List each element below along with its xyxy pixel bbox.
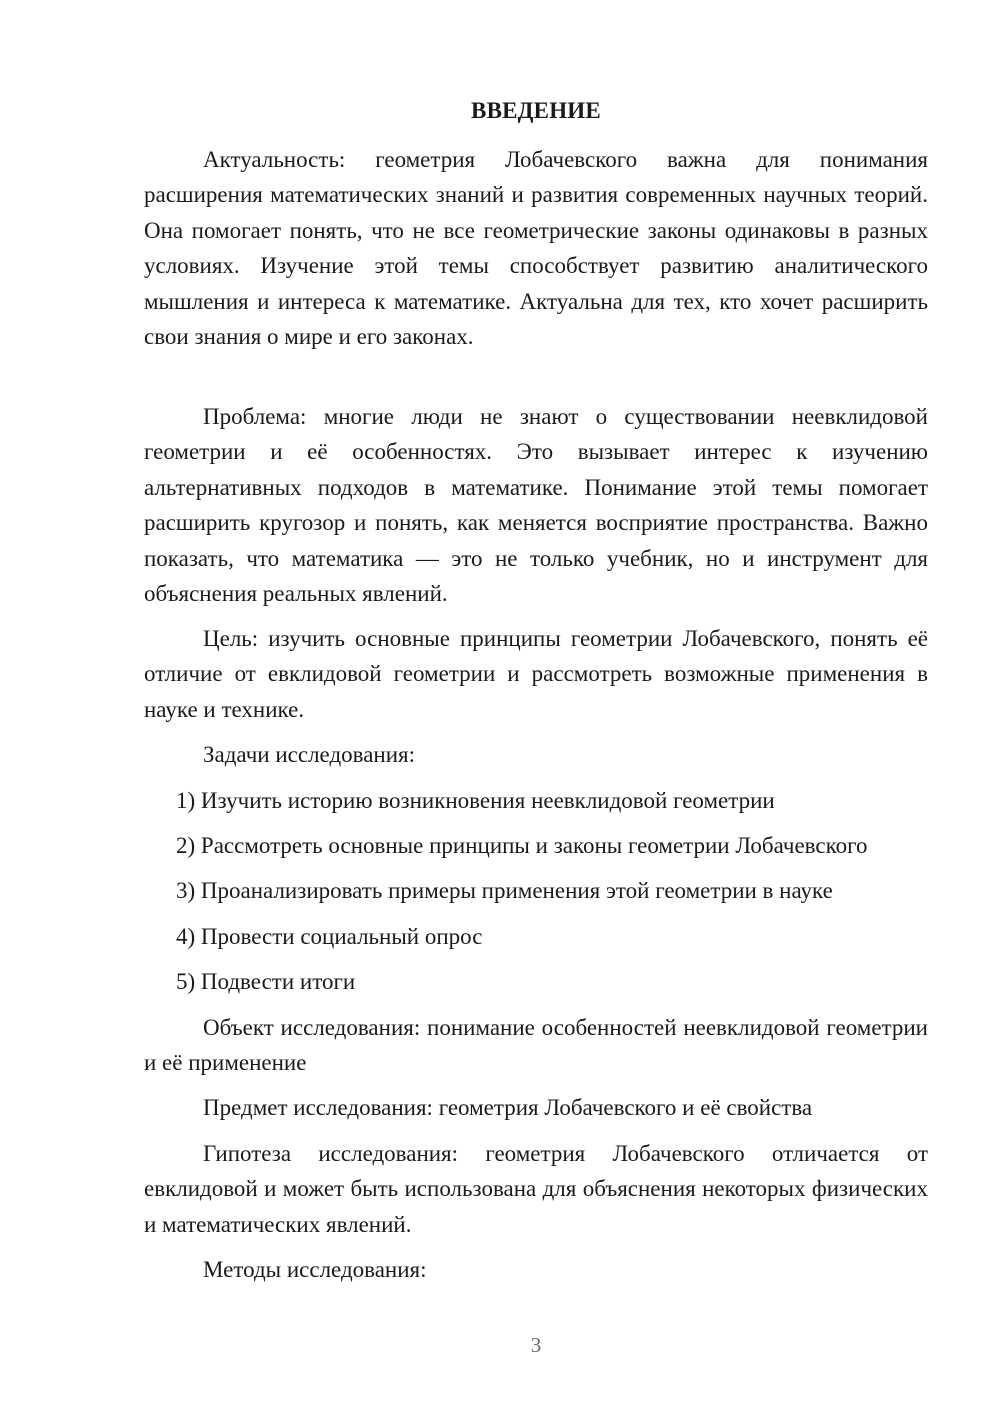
page-number: 3 [530, 1333, 542, 1357]
task-item-4: 4) Провести социальный опрос [176, 924, 483, 949]
task-item-2: 2) Рассмотреть основные принципы и законы геометрии Лобачевского [176, 833, 868, 858]
methods-heading: Методы исследования: [203, 1257, 427, 1282]
paragraph-goal: Цель: изучить основные принципы геометрии Лобачевского, понять её отличие от евклидовой геометрии и рассмотреть возможные применения в науке и технике. [144, 626, 928, 722]
paragraph-relevance: Актуальность: геометрия Лобачевского важна для понимания расширения математических знаний и развития современных научных теорий. Она помогает понять, что не все геометрические законы одинаковы в разных условиях. Изучение этой темы способствует развитию аналитического мышления и интереса к математике. Актуальна для тех, кто хочет расширить свои знания о мире и его законах. [144, 147, 928, 350]
paragraph-object: Объект исследования: понимание особенностей неевклидовой геометрии и её применение [144, 1015, 928, 1076]
paragraph-subject: Предмет исследования: геометрия Лобачевского и её свойства [203, 1095, 813, 1120]
task-item-1: 1) Изучить историю возникновения неевклидовой геометрии [176, 788, 775, 813]
paragraph-problem: Проблема: многие люди не знают о существовании неевклидовой геометрии и её особенностях. Это вызывает интерес к изучению альтернативных подходов в математике. Понимание этой темы помогает расширить кругозор и понять, как меняется восприятие пространства. Важно показать, что математика — это не только учебник, но и инструмент для объяснения реальных явлений. [144, 404, 928, 607]
paragraph-hypothesis: Гипотеза исследования: геометрия Лобачевского отличается от евклидовой и может быть использована для объяснения некоторых физических и математических явлений. [144, 1141, 928, 1237]
section-title: ВВЕДЕНИЕ [471, 98, 601, 123]
task-item-3: 3) Проанализировать примеры применения этой геометрии в науке [176, 878, 833, 903]
tasks-heading: Задачи исследования: [203, 742, 416, 767]
task-item-5: 5) Подвести итоги [176, 969, 356, 994]
